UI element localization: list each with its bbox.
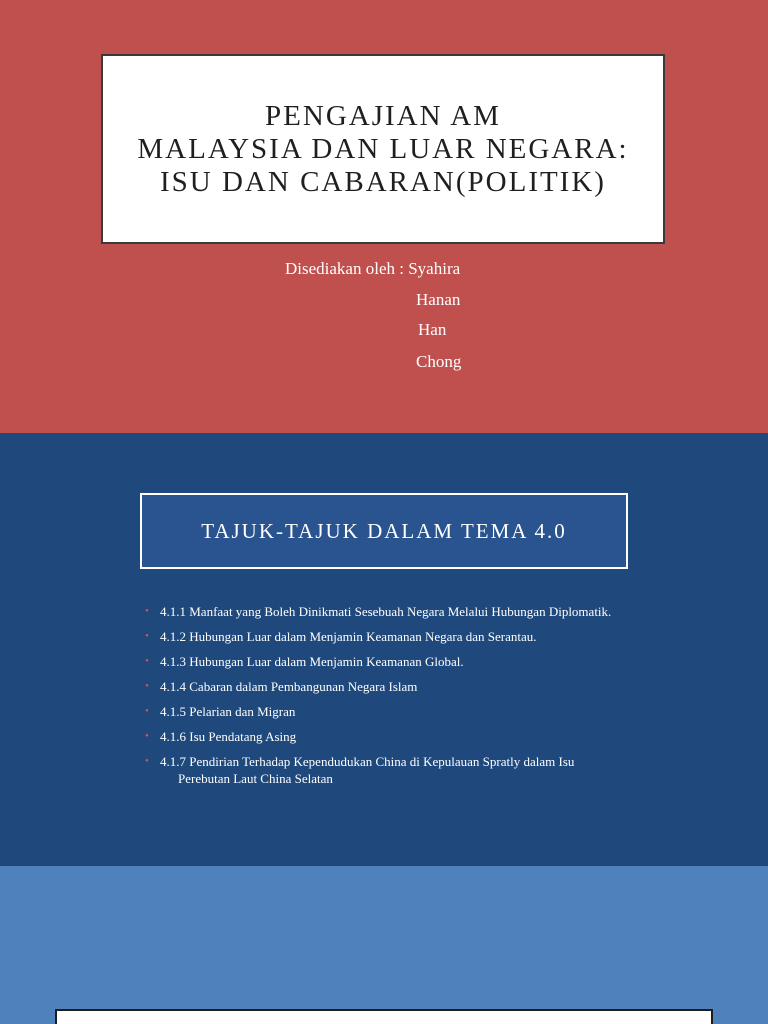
list-item — [145, 628, 625, 645]
list-item — [145, 603, 625, 620]
prepared-by-label: Disediakan oleh : Syahira — [285, 259, 461, 278]
list-item — [145, 728, 625, 745]
title-line-2: MALAYSIA DAN LUAR NEGARA: — [137, 132, 629, 165]
list-item — [145, 653, 625, 670]
topic-text: 4.1.1 Manfaat yang Boleh Dinikmati Sesebuah Negara Melalui Hubungan Diplomatik. — [160, 604, 612, 619]
next-slide — [0, 866, 768, 1024]
list-item — [145, 678, 625, 695]
bullet-icon: • — [145, 705, 149, 717]
topics-slide — [0, 433, 768, 866]
title-slide — [0, 0, 768, 433]
author-name: Han — [418, 320, 447, 339]
slide-title — [137, 100, 628, 199]
bullet-icon: • — [145, 605, 149, 617]
bullet-icon: • — [145, 680, 149, 692]
topic-text: 4.1.7 Pendirian Terhadap Kependudukan China di Kepulauan Spratly dalam Isu — [160, 754, 575, 769]
bullet-icon: • — [145, 730, 149, 742]
topic-text: 4.1.3 Hubungan Luar dalam Menjamin Keamanan Global. — [160, 654, 464, 669]
topic-text-continued: Perebutan Laut China Selatan — [178, 771, 333, 786]
author-name: Hanan — [416, 290, 461, 309]
topic-text: 4.1.6 Isu Pendatang Asing — [160, 729, 297, 744]
bullet-icon: • — [145, 655, 149, 667]
list-item — [145, 753, 625, 787]
topic-text: 4.1.4 Cabaran dalam Pembangunan Negara Islam — [160, 679, 418, 694]
title-box — [101, 54, 665, 244]
bullet-icon: • — [145, 630, 149, 642]
title-line-3: ISU DAN CABARAN(POLITIK) — [160, 165, 606, 198]
slide-heading: TAJUK-TAJUK DALAM TEMA 4.0 — [201, 518, 567, 543]
topic-text: 4.1.5 Pelarian dan Migran — [160, 704, 296, 719]
title-box — [55, 1009, 713, 1024]
author-name: Chong — [416, 352, 462, 371]
bullet-icon: • — [145, 755, 149, 767]
topic-list — [145, 603, 625, 795]
title-line-1: PENGAJIAN AM — [265, 99, 501, 132]
list-item — [145, 703, 625, 720]
topic-text: 4.1.2 Hubungan Luar dalam Menjamin Keamanan Negara dan Serantau. — [160, 629, 537, 644]
heading-box — [140, 493, 628, 569]
